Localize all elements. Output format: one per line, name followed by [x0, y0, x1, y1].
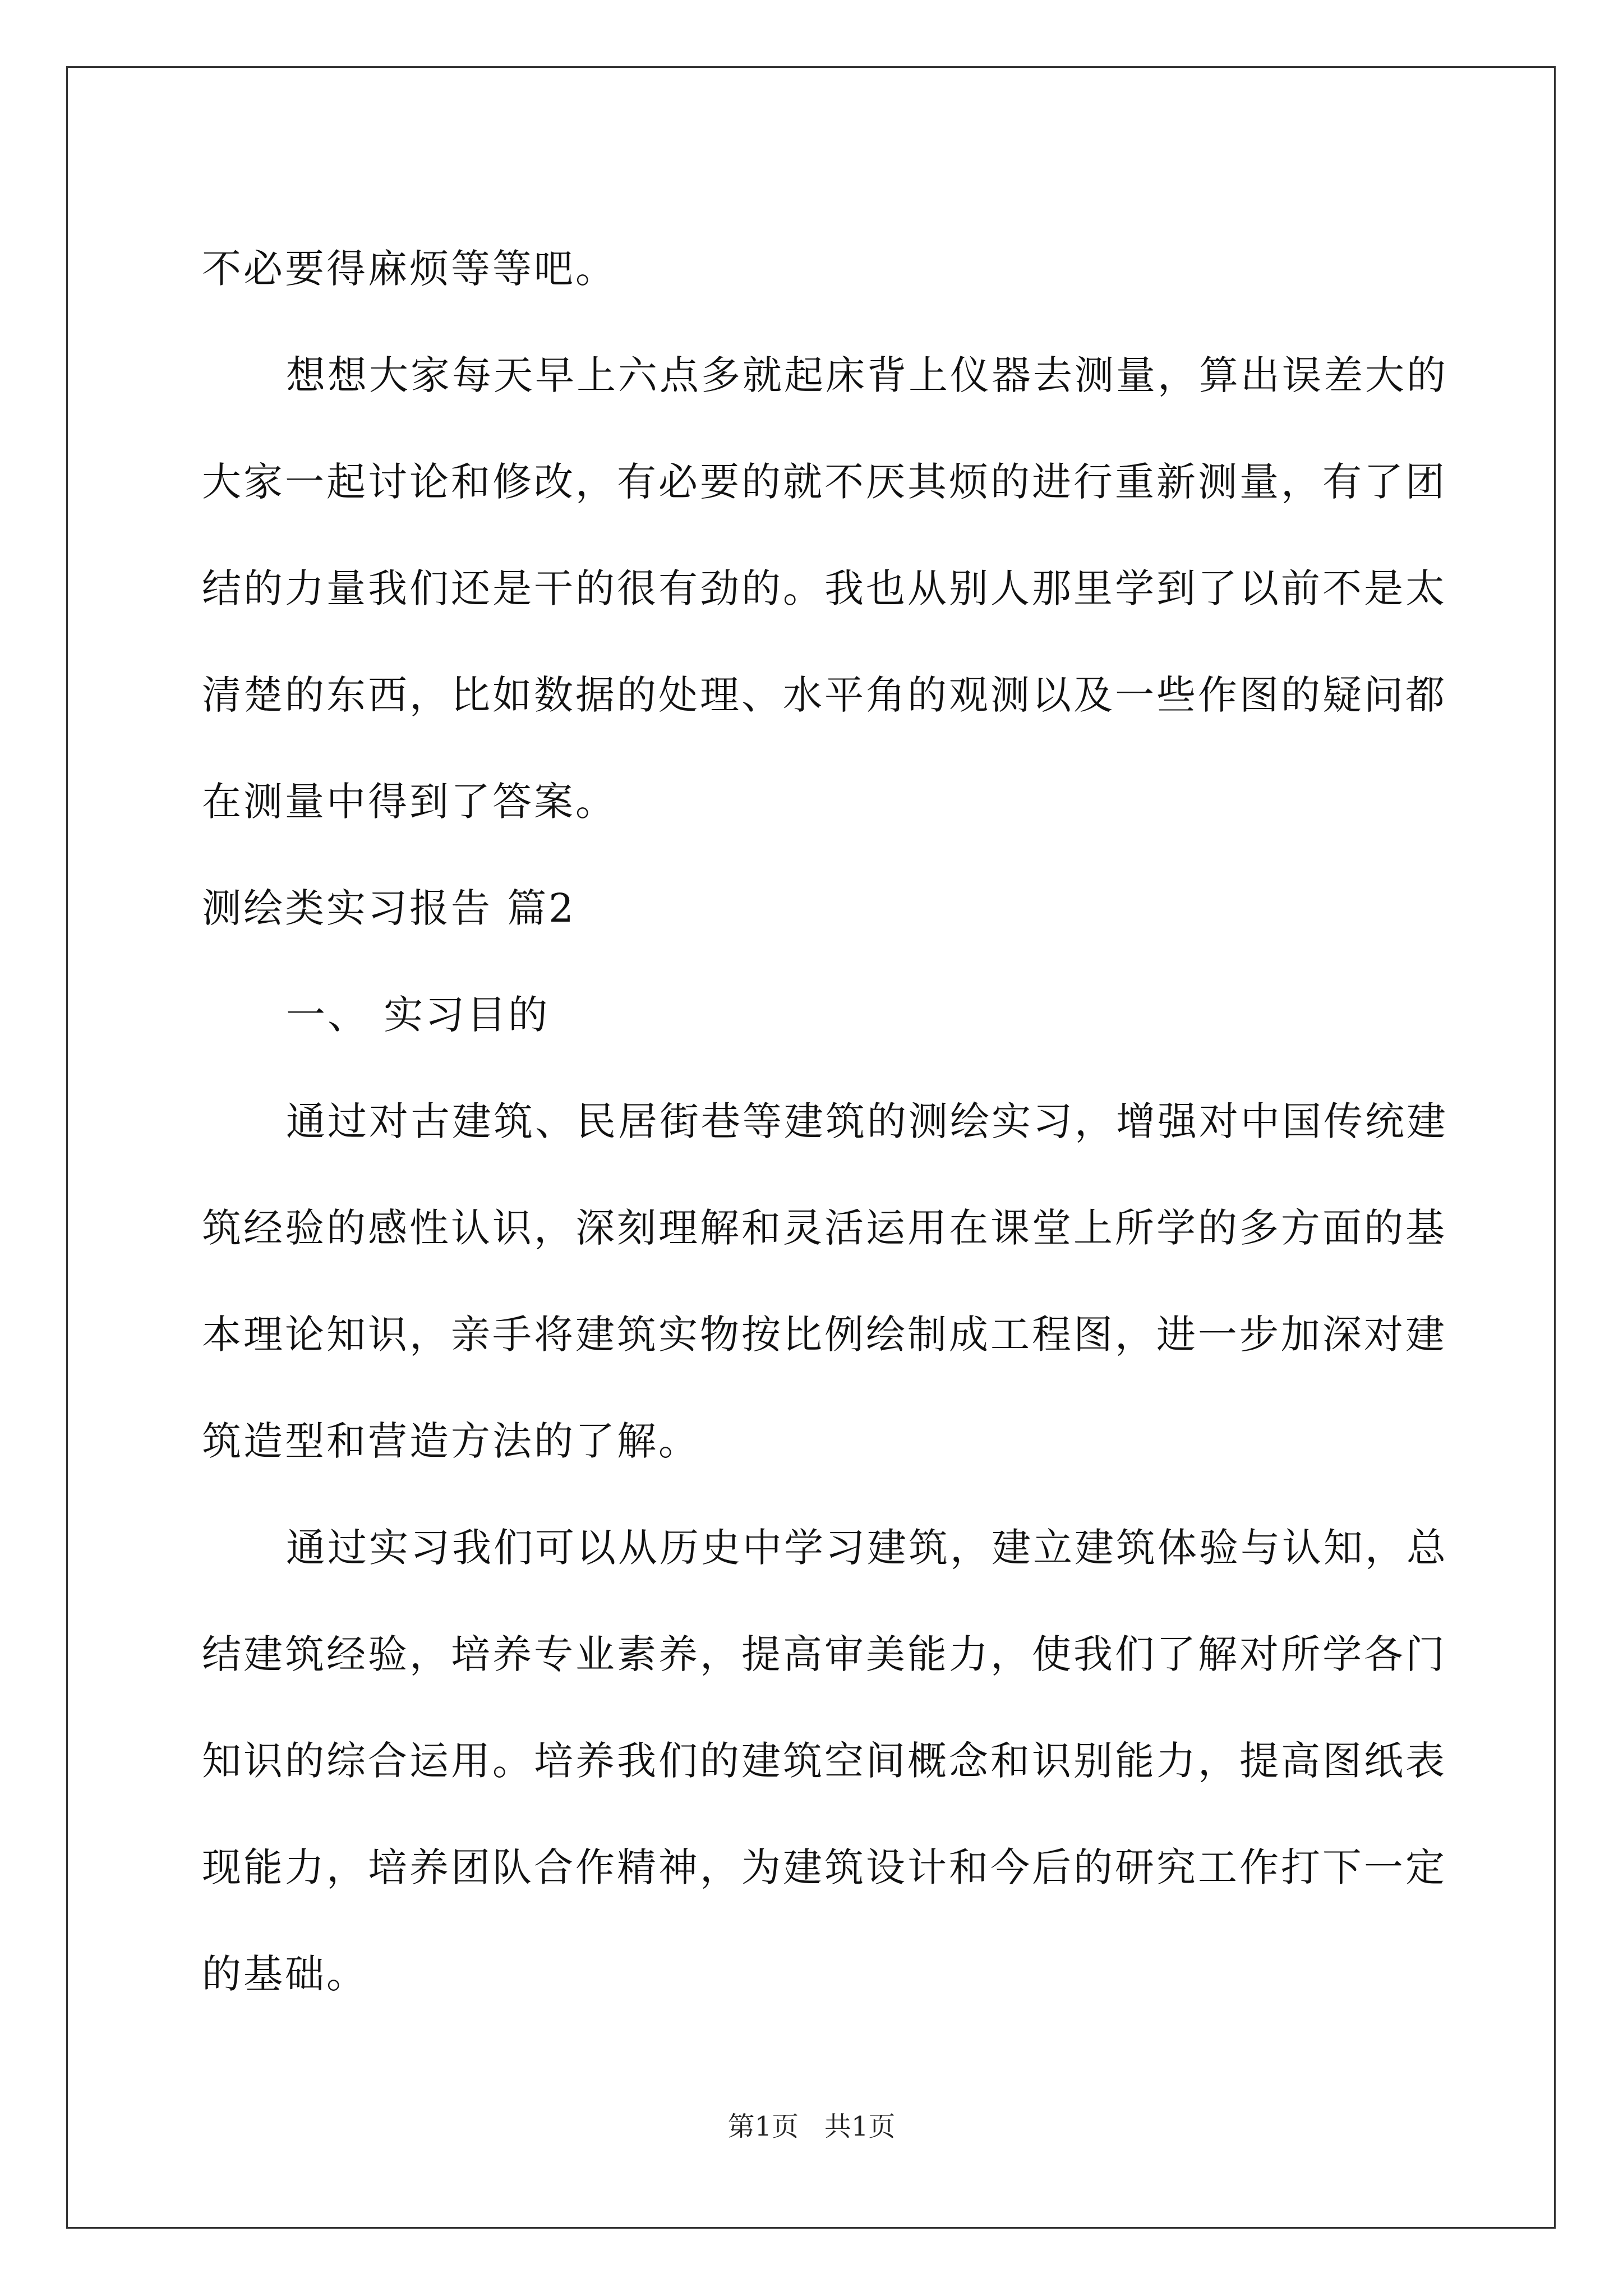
text-line: 通过对古建筑、民居街巷等建筑的测绘实习，增强对中国传统建: [286, 1098, 1448, 1144]
page-number-footer: 第1页 共1页: [727, 2111, 896, 2142]
subsection-heading: 一、 实习目的: [286, 992, 550, 1038]
text-line: 知识的综合运用。培养我们的建筑空间概念和识别能力，提高图纸表: [202, 1738, 1447, 1784]
text-line: 在测量中得到了答案。: [202, 779, 617, 825]
text-line: 清楚的东西，比如数据的处理、水平角的观测以及一些作图的疑问都: [202, 672, 1447, 718]
document-body: [202, 215, 1448, 2027]
text-line: 不必要得麻烦等等吧。: [202, 246, 617, 292]
text-line: 筑造型和营造方法的了解。: [202, 1418, 700, 1464]
text-line: 想想大家每天早上六点多就起床背上仪器去测量，算出误差大的: [286, 352, 1448, 398]
text-line: 筑经验的感性认识，深刻理解和灵活运用在课堂上所学的多方面的基: [202, 1205, 1447, 1251]
text-line: 结建筑经验，培养专业素养，提高审美能力，使我们了解对所学各门: [202, 1631, 1447, 1677]
text-line: 现能力，培养团队合作精神，为建筑设计和今后的研究工作打下一定: [202, 1844, 1447, 1890]
section-heading: 测绘类实习报告 篇2: [202, 885, 576, 931]
text-line: 本理论知识，亲手将建筑实物按比例绘制成工程图，进一步加深对建: [202, 1312, 1447, 1358]
text-line: 结的力量我们还是干的很有劲的。我也从别人那里学到了以前不是太: [202, 565, 1447, 611]
text-line: 大家一起讨论和修改，有必要的就不厌其烦的进行重新测量，有了团: [202, 459, 1447, 505]
text-line: 通过实习我们可以从历史中学习建筑，建立建筑体验与认知，总: [286, 1525, 1448, 1571]
text-line: 的基础。: [202, 1951, 368, 1997]
